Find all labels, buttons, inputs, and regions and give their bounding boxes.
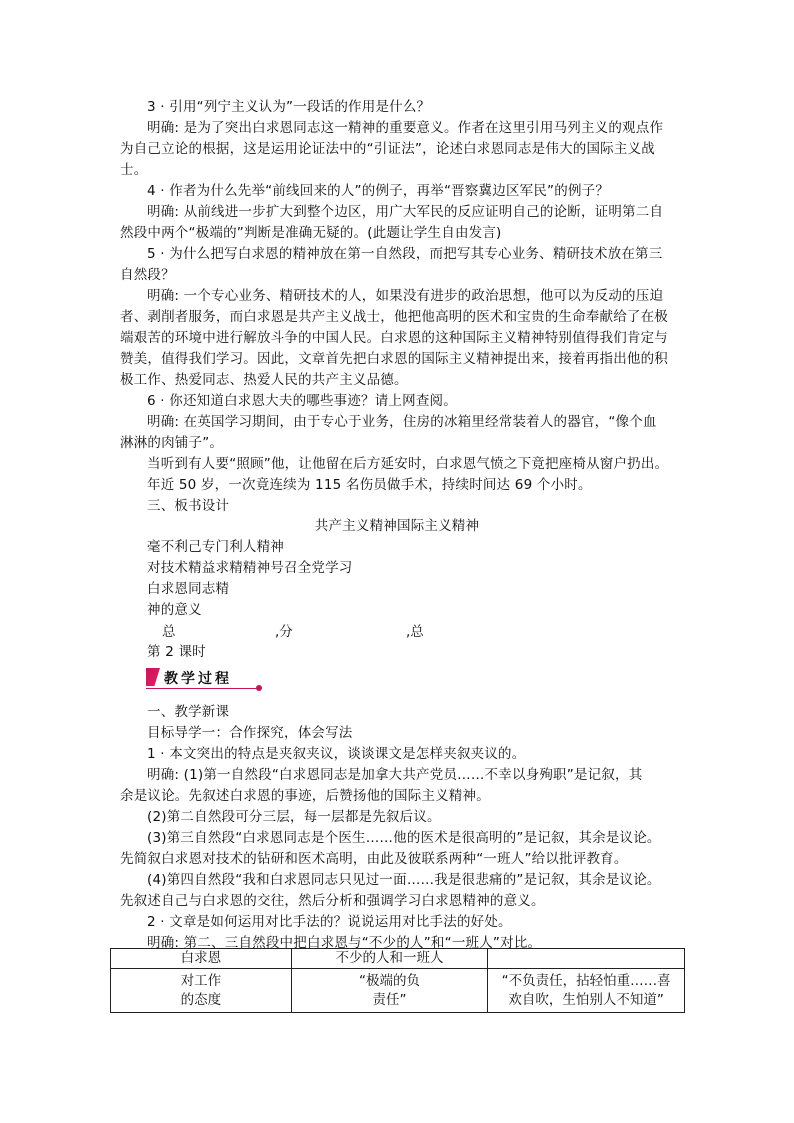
text-line: 毫不利己专门利人精神 (147, 539, 284, 555)
cell-line: “极端的负 (358, 972, 420, 989)
cell-line: 对工作 (180, 972, 222, 989)
text-line: 端艰苦的环境中进行解放斗争的中国人民。白求恩的这种国际主义精神特别值得我们肯定与 (120, 330, 668, 346)
text-line: 明确: 是为了突出白求恩同志这一精神的重要意义。作者在这里引用马列主义的观点作 (147, 120, 664, 136)
text-line: 赞美，值得我们学习。因此，文章首先把白求恩的国际主义精神提出来，接着再指出他的积 (120, 351, 668, 367)
text-line: 明确: 从前线进一步扩大到整个边区，用广大军民的反应证明自己的论断，证明第二自 (147, 204, 664, 220)
text-line: 先简叙白求恩对技术的钻研和医术高明，由此及彼联系两种“一班人”给以批评教育。 (120, 851, 628, 867)
text-line: 余是议论。先叙述白求恩的事迹，后赞扬他的国际主义精神。 (120, 788, 490, 804)
text-line: 明确: (1)第一自然段“白求恩同志是加拿大共产党员……不幸以身殉职”是记叙，其 (147, 767, 643, 783)
text-line: (4)第四自然段“我和白求恩同志只见过一面……我是很悲痛的”是记叙，其余是议论。 (147, 872, 661, 888)
text-line: 当听到有人要“照顾”他，让他留在后方延安时，白求恩气愤之下竟把座椅从窗户扔出。 (147, 456, 669, 472)
text-line: 三、板书设计 (147, 498, 230, 514)
text-line: 年近 50 岁，一次竟连续为 115 名伤员做手术，持续时间达 69 个小时。 (147, 477, 592, 493)
table-cell (291, 969, 488, 1013)
text-line: (2)第二自然段可分三层，每一层都是先叙后议。 (147, 809, 441, 825)
text-line: 对技术精益求精精神号召全党学习 (147, 560, 353, 576)
board-summary-3: ,总 (406, 624, 424, 640)
table-header-cell: 不少的人和一班人 (291, 949, 488, 969)
table-header-cell: 白求恩 (111, 949, 292, 969)
text-line: (3)第三自然段“白求恩同志是个医生……他的医术是很高明的”是记叙，其余是议论。 (147, 830, 661, 846)
cell-line: 欢自吹，生怕别人不知道” (508, 991, 664, 1008)
text-line: 白求恩同志精 (147, 581, 230, 597)
text-line: 3 · 引用“列宁主义认为”一段话的作用是什么？ (147, 99, 431, 115)
text-line: 自然段？ (120, 267, 175, 283)
text-line: 明确: 一个专心业务、精研技术的人，如果没有进步的政治思想，他可以为反动的压迫 (147, 288, 664, 304)
table-header-cell (488, 949, 685, 969)
table-cell (488, 969, 685, 1013)
table-cell-label (111, 969, 292, 1013)
text-line: 一、教学新课 (147, 704, 230, 720)
text-line: 神的意义 (147, 602, 202, 618)
board-heading: 共产主义精神国际主义精神 (314, 518, 480, 534)
board-summary-2: ,分 (275, 624, 293, 640)
text-line: 6 · 你还知道白求恩大夫的哪些事迹？请上网查阅。 (147, 393, 457, 409)
text-line: 极工作、热爱同志、热爱人民的共产主义品德。 (120, 372, 408, 388)
section-banner-label: 教学过程 (164, 671, 232, 687)
text-line: 为自己立论的根据，这是运用论证法中的“引证法”，论述白求恩同志是伟大的国际主义战 (120, 141, 655, 157)
text-line: 1 · 本文突出的特点是夹叙夹议，谈谈课文是怎样夹叙夹议的。 (147, 746, 526, 762)
text-line: 士。 (120, 162, 148, 178)
text-line: 淋淋的肉铺子”。 (120, 435, 224, 451)
text-line: 明确: 在英国学习期间，由于专心于业务，住房的冰箱里经常装着人的器官，“像个血 (147, 414, 657, 430)
text-line: 然段中两个“极端的”判断是准确无疑的。(此题让学生自由发言) (120, 225, 502, 241)
text-line: 第 2 课时 (147, 644, 206, 660)
table-row (111, 969, 685, 1013)
text-line: 5 · 为什么把写白求恩的精神放在第一自然段，而把写其专心业务、精研技术放在第三 (147, 246, 663, 262)
text-line: 2 · 文章是如何运用对比手法的？说说运用对比手法的好处。 (147, 914, 512, 930)
cell-line: 责任” (372, 991, 407, 1008)
text-line: 明确: 第二、三自然段中把白求恩与“不少的人”和“一班人”对比。 (147, 935, 542, 951)
comparison-table (110, 948, 685, 1013)
cell-line: “不负责任，拈轻怕重……喜 (501, 972, 671, 989)
section-banner (146, 666, 262, 690)
text-line: 者、剥削者服务，而白求恩是共产主义战士，他把他高明的医术和宝贵的生命奉献给了在极 (120, 309, 668, 325)
table-header-row (111, 949, 685, 969)
text-line: 先叙述自己与白求恩的交往，然后分析和强调学习白求恩精神的意义。 (120, 893, 545, 909)
board-summary-1: 总 (162, 624, 176, 640)
text-line: 目标导学一：合作探究，体会写法 (147, 725, 353, 741)
cell-line: 的态度 (180, 991, 222, 1008)
banner-underline (146, 688, 258, 689)
banner-tab-icon (146, 668, 160, 686)
banner-dot-icon (256, 685, 262, 691)
text-line: 4 · 作者为什么先举“前线回来的人”的例子，再举“晋察冀边区军民”的例子？ (147, 183, 610, 199)
